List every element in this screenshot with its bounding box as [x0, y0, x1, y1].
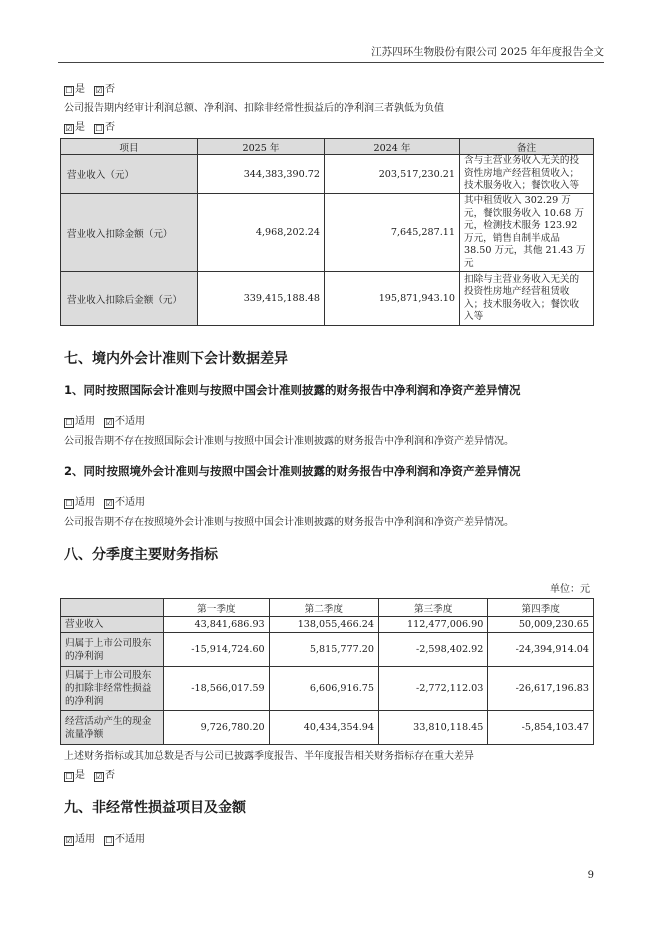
section8-note: 上述财务指标或其加总数是否与公司已披露季度报告、半年度报告相关财务指标存在重大差异 — [64, 751, 474, 762]
q2-yes-checkbox[interactable]: ☑ — [65, 124, 73, 133]
row-note — [460, 272, 594, 326]
col-header-2025: 2025 年 — [198, 139, 325, 155]
row-label-line: 的扣除非经常性损益 — [65, 683, 152, 694]
note-line: 元，检测技术服务 123.92 — [464, 220, 578, 231]
sub2-options — [64, 493, 145, 509]
cell-q1: -18,566,017.59 — [164, 667, 270, 711]
row-label — [61, 667, 164, 711]
unit-label: 单位：元 — [550, 584, 590, 595]
cell-q2: 5,815,777.20 — [269, 633, 378, 667]
row-item: 营业收入扣除后金额（元） — [61, 272, 198, 326]
row-label-line: 的净利润 — [65, 696, 104, 707]
cell-q2: 6,606,916.75 — [269, 667, 378, 711]
col-header-q2: 第二季度 — [269, 599, 378, 617]
row-label-line: 流量净额 — [65, 728, 104, 740]
sub1-text: 公司报告期不存在按照国际会计准则与按照中国会计准则披露的财务报告中净利润和净资产差异情况。 — [64, 436, 514, 447]
sub1-applicable-checkbox[interactable]: ☐ — [65, 418, 73, 427]
section9-options — [64, 830, 145, 846]
row-value-2025: 4,968,202.24 — [198, 194, 325, 272]
row-value-2025: 339,415,188.48 — [198, 272, 325, 326]
sub1-not-applicable-label: 不适用 — [115, 416, 145, 427]
s8-yes-label: 是 — [75, 770, 85, 781]
row-note — [460, 155, 594, 194]
section8-options — [64, 766, 115, 782]
sub2-text: 公司报告期不存在按照境外会计准则与按照中国会计准则披露的财务报告中净利润和净资产差异情况。 — [64, 517, 514, 528]
q1-yes-checkbox[interactable]: ☐ — [65, 86, 73, 95]
header-rule — [58, 62, 604, 63]
s9-not-applicable-checkbox[interactable]: ☐ — [105, 836, 113, 845]
col-header-q3: 第三季度 — [378, 599, 487, 617]
table-row — [61, 617, 594, 633]
cell-q4: -24,394,914.04 — [488, 633, 594, 667]
col-header-item: 项目 — [61, 139, 198, 155]
q2-question: 公司报告期内经审计利润总额、净利润、扣除非经常性损益后的净利润三者孰低为负值 — [64, 103, 444, 114]
row-label — [61, 617, 164, 633]
table-row — [61, 711, 594, 745]
sub2-applicable-checkbox[interactable]: ☐ — [65, 499, 73, 508]
note-line: 元，餐饮服务收入 10.68 万 — [464, 207, 584, 219]
row-value-2024: 203,517,230.21 — [325, 155, 460, 194]
note-line: 38.50 万元，其他 21.43 万 — [464, 245, 586, 256]
row-label-line: 归属于上市公司股东 — [65, 637, 152, 649]
note-line: 万元，销售自制半成品 — [464, 232, 560, 244]
q2-options — [64, 118, 115, 134]
q2-yes-label: 是 — [75, 122, 85, 133]
section8-title: 八、分季度主要财务指标 — [64, 547, 218, 563]
col-header-q1: 第一季度 — [164, 599, 270, 617]
revenue-deduction-table — [60, 138, 594, 326]
col-header-q4: 第四季度 — [488, 599, 594, 617]
sub2-applicable-label: 适用 — [75, 497, 95, 508]
page-header-title: 江苏四环生物股份有限公司 2025 年年度报告全文 — [371, 46, 604, 58]
note-line: 扣除与主营业务收入无关的 — [464, 273, 580, 285]
table-row — [61, 633, 594, 667]
q1-options — [64, 80, 115, 96]
row-label-line: 营业收入 — [65, 619, 104, 630]
row-item: 营业收入（元） — [61, 155, 198, 194]
section7-sub1-title: 1、同时按照国际会计准则与按照中国会计准则披露的财务报告中净利润和净资产差异情况 — [64, 383, 521, 397]
q2-no-checkbox[interactable]: ☐ — [95, 124, 103, 133]
col-header-note: 备注 — [460, 139, 594, 155]
s8-no-checkbox[interactable]: ☑ — [95, 772, 103, 781]
table-row — [61, 194, 594, 272]
table-row — [61, 667, 594, 711]
note-line: 技术服务收入；餐饮收入等 — [464, 180, 580, 192]
s9-not-applicable-label: 不适用 — [115, 834, 145, 845]
note-line: 其中租赁收入 302.29 万 — [464, 195, 571, 206]
row-item: 营业收入扣除金额（元） — [61, 194, 198, 272]
s9-applicable-label: 适用 — [75, 834, 95, 845]
table-header-row — [61, 599, 594, 617]
row-label — [61, 711, 164, 745]
page-number: 9 — [587, 870, 594, 881]
cell-q2: 40,434,354.94 — [269, 711, 378, 745]
row-label — [61, 633, 164, 667]
note-line: 元 — [464, 257, 474, 269]
quarterly-indicators-table — [60, 598, 594, 745]
cell-q4: -5,854,103.47 — [488, 711, 594, 745]
q1-yes-label: 是 — [75, 84, 85, 95]
row-value-2024: 195,871,943.10 — [325, 272, 460, 326]
section9-title: 九、非经常性损益项目及金额 — [64, 800, 246, 816]
table-row — [61, 272, 594, 326]
sub1-applicable-label: 适用 — [75, 416, 95, 427]
note-line: 资性房地产经营租赁收入； — [464, 167, 580, 179]
section7-sub2-title: 2、同时按照境外会计准则与按照中国会计准则披露的财务报告中净利润和净资产差异情况 — [64, 464, 521, 478]
q2-no-label: 否 — [105, 122, 115, 133]
cell-q3: 33,810,118.45 — [378, 711, 487, 745]
row-note — [460, 194, 594, 272]
note-line: 入等 — [464, 311, 484, 322]
cell-q1: -15,914,724.60 — [164, 633, 270, 667]
q1-no-label: 否 — [105, 84, 115, 95]
sub1-options — [64, 412, 145, 428]
cell-q1: 43,841,686.93 — [164, 617, 270, 633]
s8-yes-checkbox[interactable]: ☐ — [65, 772, 73, 781]
s8-no-label: 否 — [105, 770, 115, 781]
section7-title: 七、境内外会计准则下会计数据差异 — [64, 351, 288, 367]
cell-q3: -2,598,402.92 — [378, 633, 487, 667]
row-value-2024: 7,645,287.11 — [325, 194, 460, 272]
cell-q3: 112,477,006.90 — [378, 617, 487, 633]
row-value-2025: 344,383,390.72 — [198, 155, 325, 194]
note-line: 投资性房地产经营租赁收 — [464, 286, 570, 297]
cell-q1: 9,726,780.20 — [164, 711, 270, 745]
cell-q3: -2,772,112.03 — [378, 667, 487, 711]
table-header-row — [61, 139, 594, 155]
cell-q4: 50,009,230.65 — [488, 617, 594, 633]
sub2-not-applicable-checkbox[interactable]: ☑ — [105, 499, 113, 508]
q1-no-checkbox[interactable]: ☑ — [95, 86, 103, 95]
cell-q4: -26,617,196.83 — [488, 667, 594, 711]
row-label-line: 的净利润 — [65, 650, 104, 662]
sub1-not-applicable-checkbox[interactable]: ☑ — [105, 418, 113, 427]
col-header-blank — [61, 599, 164, 617]
table-row — [61, 155, 594, 194]
s9-applicable-checkbox[interactable]: ☑ — [65, 836, 73, 845]
col-header-2024: 2024 年 — [325, 139, 460, 155]
row-label-line: 经营活动产生的现金 — [65, 715, 152, 727]
row-label-line: 归属于上市公司股东 — [65, 670, 152, 681]
note-line: 入；技术服务收入；餐饮收 — [464, 298, 580, 310]
cell-q2: 138,055,466.24 — [269, 617, 378, 633]
sub2-not-applicable-label: 不适用 — [115, 497, 145, 508]
note-line: 含与主营业务收入无关的投 — [464, 155, 580, 167]
